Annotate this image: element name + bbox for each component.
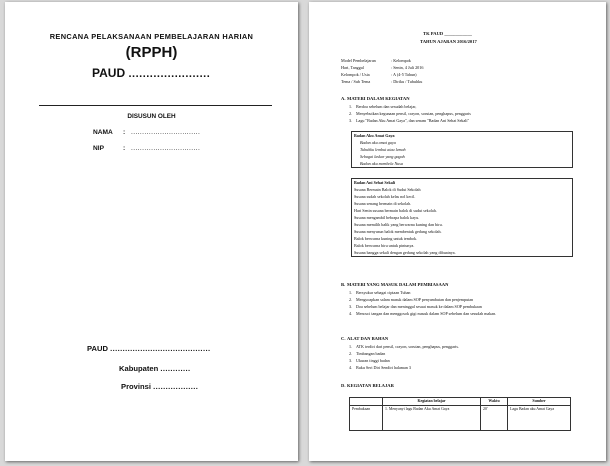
story-line: Balok berwarna biru untuk pintunya. — [354, 243, 415, 248]
bottom-paud-dots: ........................................ — [110, 344, 211, 353]
doc-tahun-ajaran: TAHUN AJARAN 2016/2017 — [420, 39, 477, 44]
section-b-title — [341, 282, 448, 287]
list-item — [349, 110, 471, 117]
section-a-list — [349, 103, 471, 124]
list-item — [349, 103, 471, 110]
list-text: Bersyukur sebagai ciptaan Tuhan — [356, 290, 411, 295]
story-box — [351, 178, 573, 257]
provinsi-dots: .................. — [153, 382, 199, 391]
story-line: Susana Bermain Balok di Sudut Sekolah — [354, 187, 421, 192]
table-header-cell — [350, 398, 383, 406]
story-line: Hari Senin susana bermain balok di sudut sekolah. — [354, 208, 437, 213]
cover-page — [5, 2, 298, 461]
cover-abbreviation: (RPPH) — [125, 44, 178, 61]
section-c-letter: C. — [341, 336, 346, 341]
cover-paud-dots: ....................... — [128, 68, 211, 80]
list-text: Doa sebelum belajar dan meninggal sesuai masuk ke dalam SOP pembukaan — [356, 304, 482, 309]
table-row — [350, 406, 571, 431]
list-item — [349, 364, 459, 371]
list-number: 3. — [349, 358, 353, 363]
meta-key: Tema / Sub Tema — [341, 79, 371, 84]
table-header-cell: Waktu — [481, 398, 508, 406]
list-item — [349, 343, 459, 350]
kegiatan-table — [349, 397, 571, 431]
section-b-list — [349, 289, 496, 317]
section-c-list — [349, 343, 459, 371]
story-line: Susana bangga sekali dengan gedung sekolah yang dibuatnya. — [354, 250, 456, 255]
meta-row — [341, 78, 423, 85]
section-d-heading: KEGIATAN BELAJAR — [347, 383, 394, 388]
list-number: 4. — [349, 311, 353, 316]
meta-row — [341, 57, 423, 64]
song-lines — [352, 139, 572, 167]
list-number: 1. — [349, 290, 353, 295]
song-line: Badan aku amat gaya — [360, 140, 396, 145]
section-c-title — [341, 336, 388, 341]
list-item — [349, 296, 496, 303]
story-line: Susana mengambil bebrapa balok kayu. — [354, 215, 420, 220]
meta-value: : Senin, 4 Juli 2016 — [391, 65, 424, 70]
cover-divider — [39, 105, 272, 106]
list-text: Timbangan badan — [356, 351, 386, 356]
story-line: Susana sudah sekolah kelas nol kecil. — [354, 194, 416, 199]
list-item — [349, 310, 496, 317]
story-box-heading: Badan Ani Sehat Sekali — [354, 180, 396, 185]
list-text: ATK terdiri dari pensil, crayon, sorutan, penghapus, penggaris. — [356, 344, 459, 349]
meta-key: Hari, Tanggal — [341, 65, 364, 70]
section-a-title — [341, 96, 410, 101]
nama-colon: : — [123, 129, 126, 136]
list-item — [349, 303, 496, 310]
list-text: Mengucapkan salam masuk dalam SOP penyambutan dan penjemputan — [356, 297, 474, 302]
song-line: Tubuhku lembut atau lemah — [360, 147, 406, 152]
cover-nama-field — [93, 129, 200, 136]
meta-row — [341, 71, 423, 78]
section-a-letter: A. — [341, 96, 346, 101]
list-item — [349, 117, 471, 124]
list-text: Ukuran tinggi badan — [356, 358, 390, 363]
doc-meta — [341, 57, 423, 85]
list-number: 2. — [349, 351, 353, 356]
section-c-heading: ALAT DAN BAHAN — [347, 336, 389, 341]
list-number: 3. — [349, 118, 353, 123]
cover-nip-field — [93, 145, 200, 152]
table-header-row — [350, 398, 571, 406]
table-cell: Pembukaan — [350, 406, 383, 431]
list-number: 1. — [349, 104, 353, 109]
cover-title: RENCANA PELAKSANAAN PEMBELAJARAN HARIAN — [49, 32, 254, 41]
kabupaten-label: Kabupaten — [119, 364, 159, 373]
list-item — [349, 350, 459, 357]
list-number: 1. — [349, 344, 353, 349]
cover-bottom-paud — [87, 344, 210, 353]
list-item — [349, 357, 459, 364]
section-d-letter: D. — [341, 383, 346, 388]
song-line: Badan aku membela Nusa — [360, 161, 403, 166]
story-lines — [352, 186, 572, 256]
doc-tk-paud: TK PAUD ____________ — [423, 31, 472, 36]
nip-colon: : — [123, 145, 126, 152]
story-line: Susana memilih balik yang berwarna kuning dan biru. — [354, 222, 443, 227]
table-header-cell: Kegiatan belajar — [383, 398, 481, 406]
nama-label: NAMA — [93, 129, 113, 136]
song-line: Sebagai laskar yang gagah — [360, 154, 405, 159]
story-line: Balok berwarna kuning untuk tembok. — [354, 236, 418, 241]
list-text: Lagu "Badan Aku Amat Gaya", dan senam "Badan Ani Sehat Sekali" — [356, 118, 470, 123]
meta-key: Kelompok / Usia — [341, 72, 370, 77]
table-cell: 20' — [481, 406, 508, 431]
meta-row — [341, 64, 423, 71]
list-number: 2. — [349, 297, 353, 302]
story-line: Susana menyusun balok membentuk gedung sekolah. — [354, 229, 442, 234]
section-b-heading: MATERI YANG MASUK DALAM PEMBIASAAN — [347, 282, 449, 287]
meta-value: : Kelompok — [391, 58, 411, 63]
section-d-title — [341, 383, 394, 388]
meta-value: : A (4-5 Tahun) — [391, 72, 417, 77]
list-text: Buku Seri Diri Sendiri halaman 3 — [356, 365, 411, 370]
section-a-heading: MATERI DALAM KEGIATAN — [347, 96, 410, 101]
list-number: 4. — [349, 365, 353, 370]
kabupaten-dots: ............ — [160, 364, 191, 373]
cover-paud-label: PAUD — [92, 66, 126, 80]
table-cell: 1. Menyanyi lagu Badan Aku Amat Gaya — [383, 406, 481, 431]
list-number: 3. — [349, 304, 353, 309]
story-line: Susana senang bermain di sekolah. — [354, 201, 412, 206]
cover-paud-line — [92, 66, 210, 80]
list-text: Mencuci tangan dan menggosok gigi masuk dalam SOP sebelum dan sesudah makan. — [356, 311, 497, 316]
meta-value: : Diriku / Tubuhku — [391, 79, 423, 84]
table-cell: Lagu Badan aku Amat Gaya — [508, 406, 571, 431]
bottom-paud-label: PAUD — [87, 344, 108, 353]
song-box — [351, 131, 573, 168]
table-header-cell: Sumber — [508, 398, 571, 406]
song-box-heading: Badan Aku Amat Gaya — [354, 133, 395, 138]
cover-disusun-oleh: DISUSUN OLEH — [127, 113, 176, 120]
cover-kabupaten — [119, 364, 191, 373]
nip-label: NIP — [93, 145, 104, 152]
list-number: 2. — [349, 111, 353, 116]
nip-dots: ............................... — [131, 145, 201, 152]
list-text: Berdoa sebelum dan sesudah belajar, — [356, 104, 417, 109]
rpph-page — [309, 2, 606, 461]
nama-dots: ............................... — [131, 129, 201, 136]
section-b-letter: B. — [341, 282, 346, 287]
cover-provinsi — [121, 382, 198, 391]
list-text: Menyebutkan kegunaan pensil, crayon, sorutan, penghapus, penggaris — [356, 111, 471, 116]
meta-key: Model Pembelajaran — [341, 58, 376, 63]
list-item — [349, 289, 496, 296]
provinsi-label: Provinsi — [121, 382, 151, 391]
